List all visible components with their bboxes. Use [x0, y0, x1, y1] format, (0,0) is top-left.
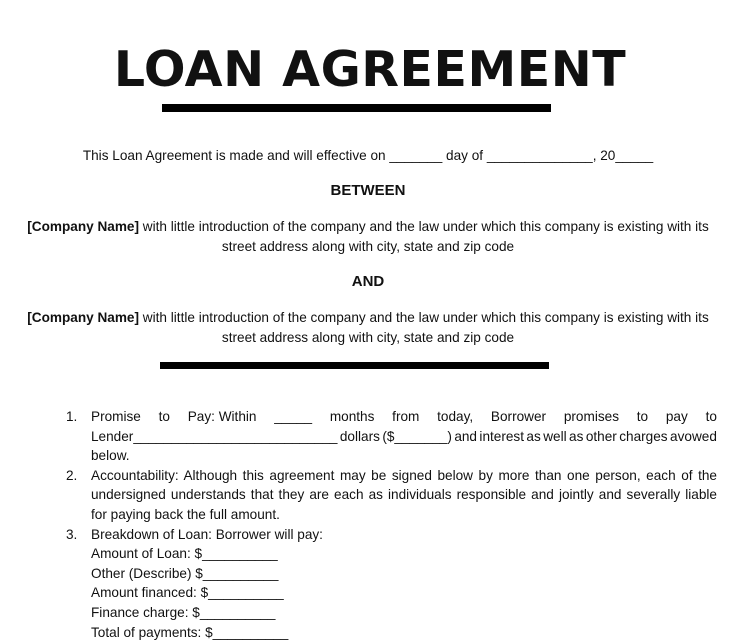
finance-charge-line: Finance charge: $__________ [91, 604, 276, 620]
amount-blank: ($_______) [382, 428, 452, 444]
term-3-text: Breakdown of Loan: Borrower will pay: [91, 526, 323, 542]
word: well [543, 428, 567, 444]
party-2-block [20, 308, 716, 347]
amount-financed-line: Amount financed: $__________ [91, 585, 284, 601]
party-2-address: street address along with city, state and zip code [221, 329, 515, 345]
party-2-name: [Company Name] [27, 310, 140, 325]
word: avowed [670, 428, 717, 444]
party-2-line-1 [20, 308, 716, 328]
other-describe-line: Other (Describe) $__________ [91, 565, 279, 581]
term-accountability [60, 466, 717, 525]
document-title: LOAN AGREEMENT [113, 41, 627, 98]
term-1-row-3: below. [91, 448, 130, 464]
word: as [569, 428, 584, 444]
lender-blank: Lender___________________________ [91, 428, 338, 444]
word: and [454, 428, 477, 444]
term-2-text: Accountability: Although this agreement may be signed below by more than one person, each of the undersigned understands that they are each as individuals responsible and jointly and severally liable for paying back the full amount. [91, 467, 717, 522]
term-number: 1. [66, 409, 78, 424]
term-breakdown-of-loan [60, 525, 717, 642]
word: Promise [91, 409, 141, 424]
word: Pay: Within [187, 409, 257, 424]
term-promise-to-pay [60, 407, 717, 466]
between-heading: BETWEEN [330, 182, 406, 199]
word: dollars [339, 428, 380, 444]
party-1-name: [Company Name] [27, 219, 140, 234]
total-of-payments-line: Total of payments: $__________ [91, 624, 289, 640]
word: from [392, 409, 420, 424]
party-2-description: with little introduction of the company and the law under which this company is existing with its [139, 310, 709, 325]
party-1-block [20, 217, 716, 256]
word: months [329, 409, 375, 424]
word: other [585, 428, 617, 444]
word: today, [437, 409, 474, 424]
term-number: 2. [66, 467, 78, 483]
amount-of-loan-line: Amount of Loan: $__________ [91, 546, 278, 562]
word: Borrower [490, 409, 547, 424]
terms-list [60, 407, 717, 642]
word: to [705, 409, 717, 424]
and-heading: AND [351, 273, 385, 290]
word: interest [479, 428, 524, 444]
intro-line: This Loan Agreement is made and will effective on _______ day of ______________, 20_____ [82, 148, 654, 163]
word: to [158, 409, 170, 424]
party-1-address: street address along with city, state and zip code [221, 238, 515, 254]
word: charges [619, 428, 668, 444]
term-1-row-1 [91, 407, 717, 427]
word: as [526, 428, 541, 444]
title-underline-rule [162, 104, 551, 112]
section-divider-rule [160, 362, 549, 369]
word: pay [665, 409, 688, 424]
word: to [636, 409, 649, 424]
party-1-line-1 [20, 217, 716, 237]
term-1-row-2 [91, 427, 717, 447]
term-number: 3. [66, 526, 78, 542]
party-1-description: with little introduction of the company and the law under which this company is existing with its [139, 219, 709, 234]
months-blank: _____ [274, 409, 313, 424]
word: promises [563, 409, 619, 424]
